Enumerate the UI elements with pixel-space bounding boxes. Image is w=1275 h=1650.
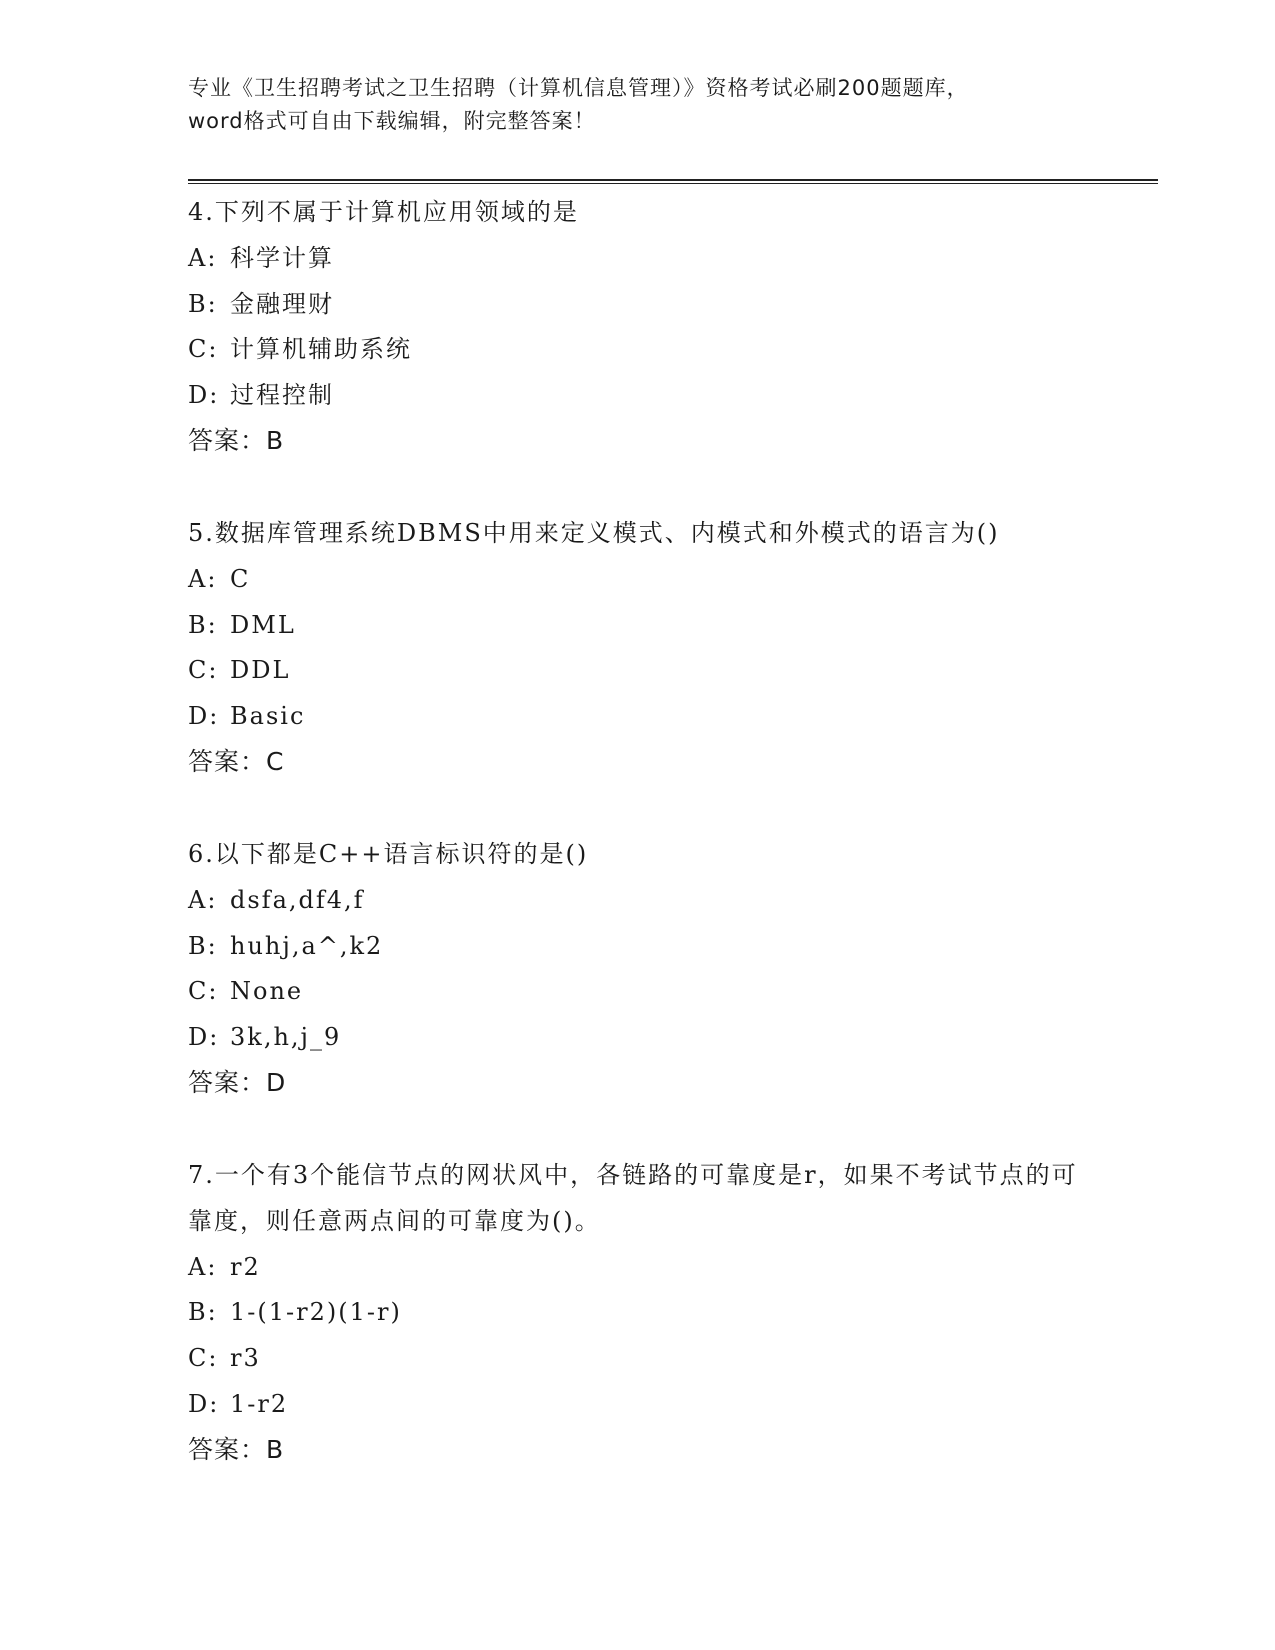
option-key: B: [188, 610, 218, 639]
option-text: Basic [230, 702, 306, 731]
question-7 [188, 1153, 1128, 1472]
option-text: 1-(1-r2)(1-r) [230, 1298, 402, 1327]
answer-line: 答案：B [188, 425, 285, 455]
option-d [188, 1015, 1128, 1061]
option-text: 金融理财 [230, 289, 334, 318]
option-a [188, 878, 1128, 924]
option-c [188, 1336, 1128, 1382]
option-key: D: [188, 1389, 220, 1418]
option-b [188, 282, 1128, 328]
document-header [188, 72, 1088, 138]
question-list [188, 190, 1128, 1520]
option-d [188, 1382, 1128, 1428]
question-text: 5.数据库管理系统DBMS中用来定义模式、内模式和外模式的语言为() [188, 518, 1000, 547]
option-key: C: [188, 1344, 219, 1373]
option-text: 过程控制 [230, 381, 334, 410]
header-divider [188, 179, 1158, 184]
answer-line: 答案：C [188, 746, 285, 776]
option-key: A: [188, 564, 218, 593]
option-a [188, 557, 1128, 603]
answer-line: 答案：D [188, 1067, 287, 1097]
option-a [188, 236, 1128, 282]
option-text: 1-r2 [230, 1389, 289, 1418]
option-a [188, 1245, 1128, 1291]
option-key: A: [188, 1252, 218, 1281]
option-d [188, 373, 1128, 419]
option-key: B: [188, 289, 218, 318]
option-text: 科学计算 [230, 243, 334, 272]
option-text: None [230, 977, 304, 1006]
option-key: B: [188, 931, 218, 960]
question-4 [188, 190, 1128, 463]
question-text: 4.下列不属于计算机应用领域的是 [188, 198, 579, 226]
option-key: C: [188, 656, 219, 685]
option-key: A: [188, 243, 218, 272]
option-c [188, 969, 1128, 1015]
option-text: DDL [230, 656, 291, 685]
question-text: 6.以下都是C++语言标识符的是() [188, 839, 589, 868]
option-text: dsfa,df4,f [230, 885, 365, 914]
option-key: D: [188, 702, 220, 731]
option-b [188, 1290, 1128, 1336]
option-text: C [230, 564, 251, 593]
question-5 [188, 511, 1128, 784]
option-text: 3k,h,j_9 [230, 1023, 342, 1052]
option-d [188, 694, 1128, 740]
header-line-2: word格式可自由下载编辑，附完整答案！ [188, 109, 596, 133]
option-key: C: [188, 335, 219, 364]
option-c [188, 327, 1128, 373]
question-text: 7.一个有3个能信节点的网状风中，各链路的可靠度是r，如果不考试节点的可靠度，则任意两点间的可靠度为()。 [188, 1160, 1078, 1235]
option-b [188, 603, 1128, 649]
option-key: D: [188, 381, 220, 410]
option-text: r2 [230, 1252, 261, 1281]
option-c [188, 648, 1128, 694]
option-key: C: [188, 977, 219, 1006]
option-text: r3 [230, 1344, 261, 1373]
question-6 [188, 832, 1128, 1105]
header-line-1: 专业《卫生招聘考试之卫生招聘（计算机信息管理）》资格考试必刷200题题库， [188, 76, 969, 100]
option-text: 计算机辅助系统 [230, 335, 412, 364]
option-text: huhj,a^,k2 [230, 931, 384, 960]
option-key: A: [188, 885, 218, 914]
option-b [188, 924, 1128, 970]
option-key: D: [188, 1023, 220, 1052]
answer-line: 答案：B [188, 1434, 285, 1464]
option-key: B: [188, 1298, 218, 1327]
option-text: DML [230, 610, 296, 639]
